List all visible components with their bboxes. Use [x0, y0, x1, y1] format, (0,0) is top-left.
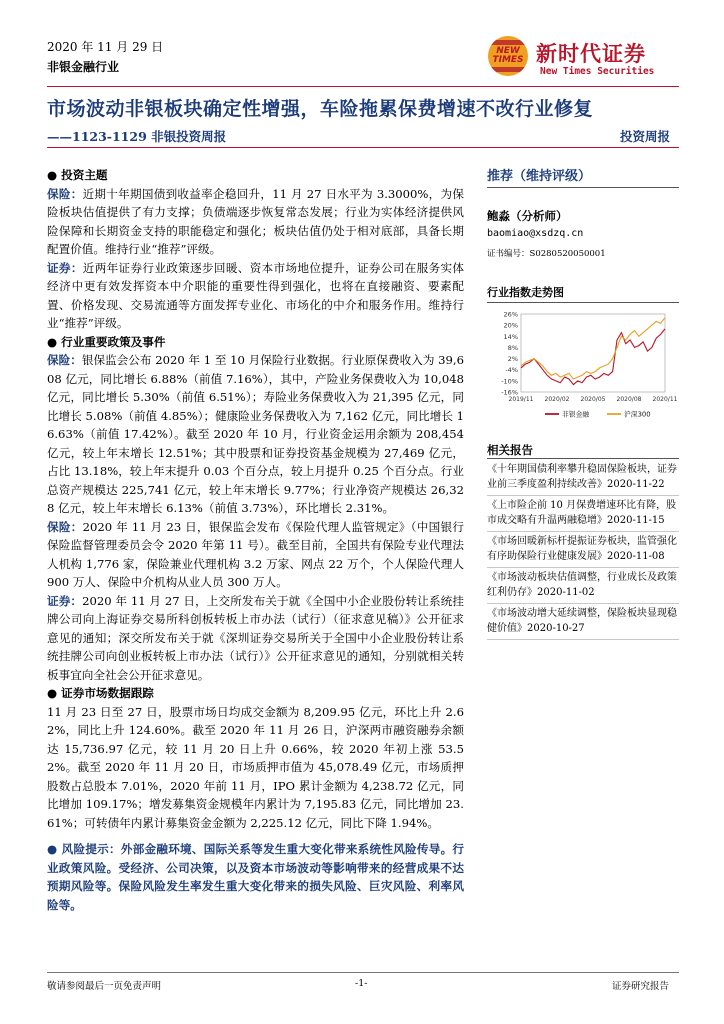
logo-english-name: New Times Securities [540, 66, 655, 77]
x-tick-label: 2019/11 [508, 396, 534, 403]
related-report-item[interactable]: 《十年期国债利率攀升稳固保险板块，证券业前三季度盈利持续改善》2020-11-22 [487, 460, 679, 496]
section-heading-policy: ● 行业重要政策及事件 [47, 334, 166, 349]
x-tick-label: 2020/02 [544, 396, 570, 403]
x-tick-label: 2020/08 [616, 396, 642, 403]
y-tick-label: 8% [507, 343, 518, 352]
market-paragraph: 11 月 23 日至 27 日，股票市场日均成交金额为 8,209.95 亿元，环比上升 2.62%，同比上升 124.60%。截至 2020 年 11 月 26 日，沪深两市融资融券余额达 15,736.97 亿元，较 11 月 20 日上升 0.66%，较 2020 年初上涨 53.52%。截至 2020 年 11 月 20 日，市场质押市值为 45,078.49 亿元，市场质押股数占总股本 7.01%，2020 年前 11 月，IPO 累计金额为 4,238.72 亿元，同比增加 109.17%；增发募集资金规模年内累计为 7,195.83 亿元，同比增加 23.61%；可转债年内累计募集资金金额为 2,225.12 亿元，同比下降 1.94%。 [47, 704, 464, 830]
related-divider [487, 458, 679, 459]
report-title: 市场波动非银板块确定性增强，车险拖累保费增速不改行业修复 [47, 98, 594, 120]
y-tick-label: 14% [503, 332, 518, 341]
analyst-name: 鲍淼（分析师） [487, 209, 568, 223]
logo-mark-icon [488, 36, 528, 76]
related-reports-list [487, 460, 679, 640]
label-securities: 证券： [47, 260, 83, 275]
footer-report-type: 证券研究报告 [612, 981, 670, 992]
footer-disclaimer-note: 敬请参阅最后一页免责声明 [47, 981, 162, 992]
y-tick-label: -4% [505, 366, 518, 375]
rating-divider [487, 187, 679, 188]
y-tick-label: 20% [503, 321, 518, 330]
section-heading-market: ● 证券市场数据跟踪 [47, 686, 154, 700]
policy-text-1: 银保监会公布 2020 年 1 至 10 月保险行业数据。行业原保费收入为 39,608 亿元，同比增长 6.88%（前值 7.16%），其中，产险业务保费收入为 10,048 亿元，同比增长 5.30%（前值 6.51%）；寿险业务保费收入为 21,395 亿元，同比增长 5.08%（前值 4.85%）；健康险业务保费收入为 7,162 亿元，同比增长 16.63%（前值 17.42%）。截至 2020 年 10 月，行业资金运用余额为 208,454 亿元，较上年末增长 12.51%；其中股票和证券投资基金规模为 27,469 亿元，占比 13.18%，较上年末提升 0.03 个百分点，较上月提升 0.25 个百分点。行业总资产规模达 225,741 亿元，较上年末增长 9.77%；行业净资产规模达 26,328 亿元，较上年末增长 6.13%（前值 3.73%），环比增长 2.31%。 [47, 353, 464, 515]
rating-recommendation: 推荐（维持评级） [487, 169, 592, 184]
footer-divider [47, 972, 679, 973]
y-tick-label: 26% [503, 310, 518, 319]
plot-frame [521, 314, 665, 392]
legend-label: 沪深300 [624, 410, 651, 419]
analyst-certificate: 证书编号：S0280520050001 [487, 249, 606, 259]
series-line-industry [521, 329, 665, 385]
theme-securities-text: 近两年证券行业政策逐步回暖、资本市场地位提升，证券公司在服务实体经济中更有效发挥资本中介职能的重要性得到强化，也将在直接融资、要素配置、价格发现、交易流通等方面发挥专业化、市场化的中介和服务作用。维持行业“推荐”评级。 [47, 260, 464, 330]
title-divider [47, 147, 679, 148]
index-trend-chart [487, 306, 679, 426]
policy-text-2: 2020 年 11 月 23 日，银保监会发布《保险代理人监管规定》（中国银行保险监督管理委员会令 2020 年第 11 号）。截至目前，全国共有保险专业代理法人机构 1,776 家，保险兼业代理机构 3.2 万家、网点 22 万个，个人保险代理人 900 万人、保险中介机构从业人员 300 万人。 [47, 519, 464, 589]
header-divider [47, 86, 679, 87]
x-tick-label: 2020/05 [580, 396, 606, 403]
chart-divider [487, 302, 679, 303]
analyst-email[interactable]: baomiao@xsdzq.cn [487, 228, 584, 239]
page-number: -1- [355, 978, 368, 989]
policy-paragraph-3 [47, 592, 464, 685]
policy-paragraph-2 [47, 518, 464, 592]
related-report-item[interactable]: 《上市险企前 10 月保费增速环比有降，股市成交略有升温两融稳增》2020-11-15 [487, 496, 679, 532]
policy-text-3: 2020 年 11 月 27 日，上交所发布关于就《全国中小企业股份转让系统挂牌公司向上海证券交易所科创板转板上市办法（试行）（征求意见稿）》公开征求意见的通知；深交所发布关于就《深圳证券交易所关于全国中小企业股份转让系统挂牌公司向创业板转板上市办法（试行）》公开征求意见的通知，分别就相关转板事宜向全社会公开征求意见。 [47, 593, 464, 682]
risk-warning: ● 风险提示：外部金融环境、国际关系等发生重大变化带来系统性风险传导。行业政策风险。受经济、公司决策，以及资本市场波动等影响带来的经营成果不达预期风险等。保险风险发生率发生重大变化带来的损失风险、巨灾风险、利率风险等。 [47, 842, 464, 912]
section-heading-theme: ● 投资主题 [47, 168, 108, 182]
y-tick-label: -16% [501, 388, 518, 397]
related-reports-heading: 相关报告 [487, 443, 533, 457]
chart-title: 行业指数走势图 [487, 286, 564, 299]
logo-mark-line2: TIMES [492, 55, 524, 65]
y-tick-label: -10% [501, 377, 518, 386]
theme-insurance-text: 近期十年期国债到收益率企稳回升，11 月 27 日水平为 3.3000%，为保险板块估值提供了有力支撑；负债端逐步恢复常态发展；行业为实体经济提供风险保障和长期资金支持的职能稳定和强化；板块估值仍处于相对底部，具备长期配置价值。维持行业“推荐”评级。 [47, 186, 464, 256]
logo-chinese-name: 新时代证券 [536, 42, 646, 66]
x-tick-label: 2020/11 [652, 396, 678, 403]
theme-securities-paragraph [47, 259, 464, 333]
industry-category: 非银金融行业 [47, 60, 120, 74]
report-subtitle: ——1123-1129 非银投资周报 [47, 129, 227, 144]
related-report-item[interactable]: 《市场波动增大延续调整，保险板块显现稳健价值》2020-10-27 [487, 604, 679, 640]
document-type: 投资周报 [620, 129, 671, 144]
main-column [47, 166, 464, 914]
label-insurance: 保险： [47, 519, 83, 534]
theme-insurance-paragraph [47, 185, 464, 259]
report-date: 2020 年 11 月 29 日 [47, 40, 164, 54]
policy-paragraph-1 [47, 351, 464, 518]
logo-mark-line1: NEW [496, 46, 520, 56]
label-insurance: 保险： [47, 186, 83, 201]
legend-label: 非银金融 [562, 410, 590, 419]
label-insurance: 保险： [47, 353, 82, 367]
related-report-item[interactable]: 《市场波动板块估值调整，行业成长及政策红利仍存》2020-11-02 [487, 568, 679, 604]
label-securities: 证券： [47, 593, 83, 608]
related-report-item[interactable]: 《市场回暖新标杆提振证券板块，监管强化有序助保险行业健康发展》2020-11-08 [487, 532, 679, 568]
brand-logo [488, 36, 678, 80]
y-tick-label: 2% [507, 355, 518, 364]
